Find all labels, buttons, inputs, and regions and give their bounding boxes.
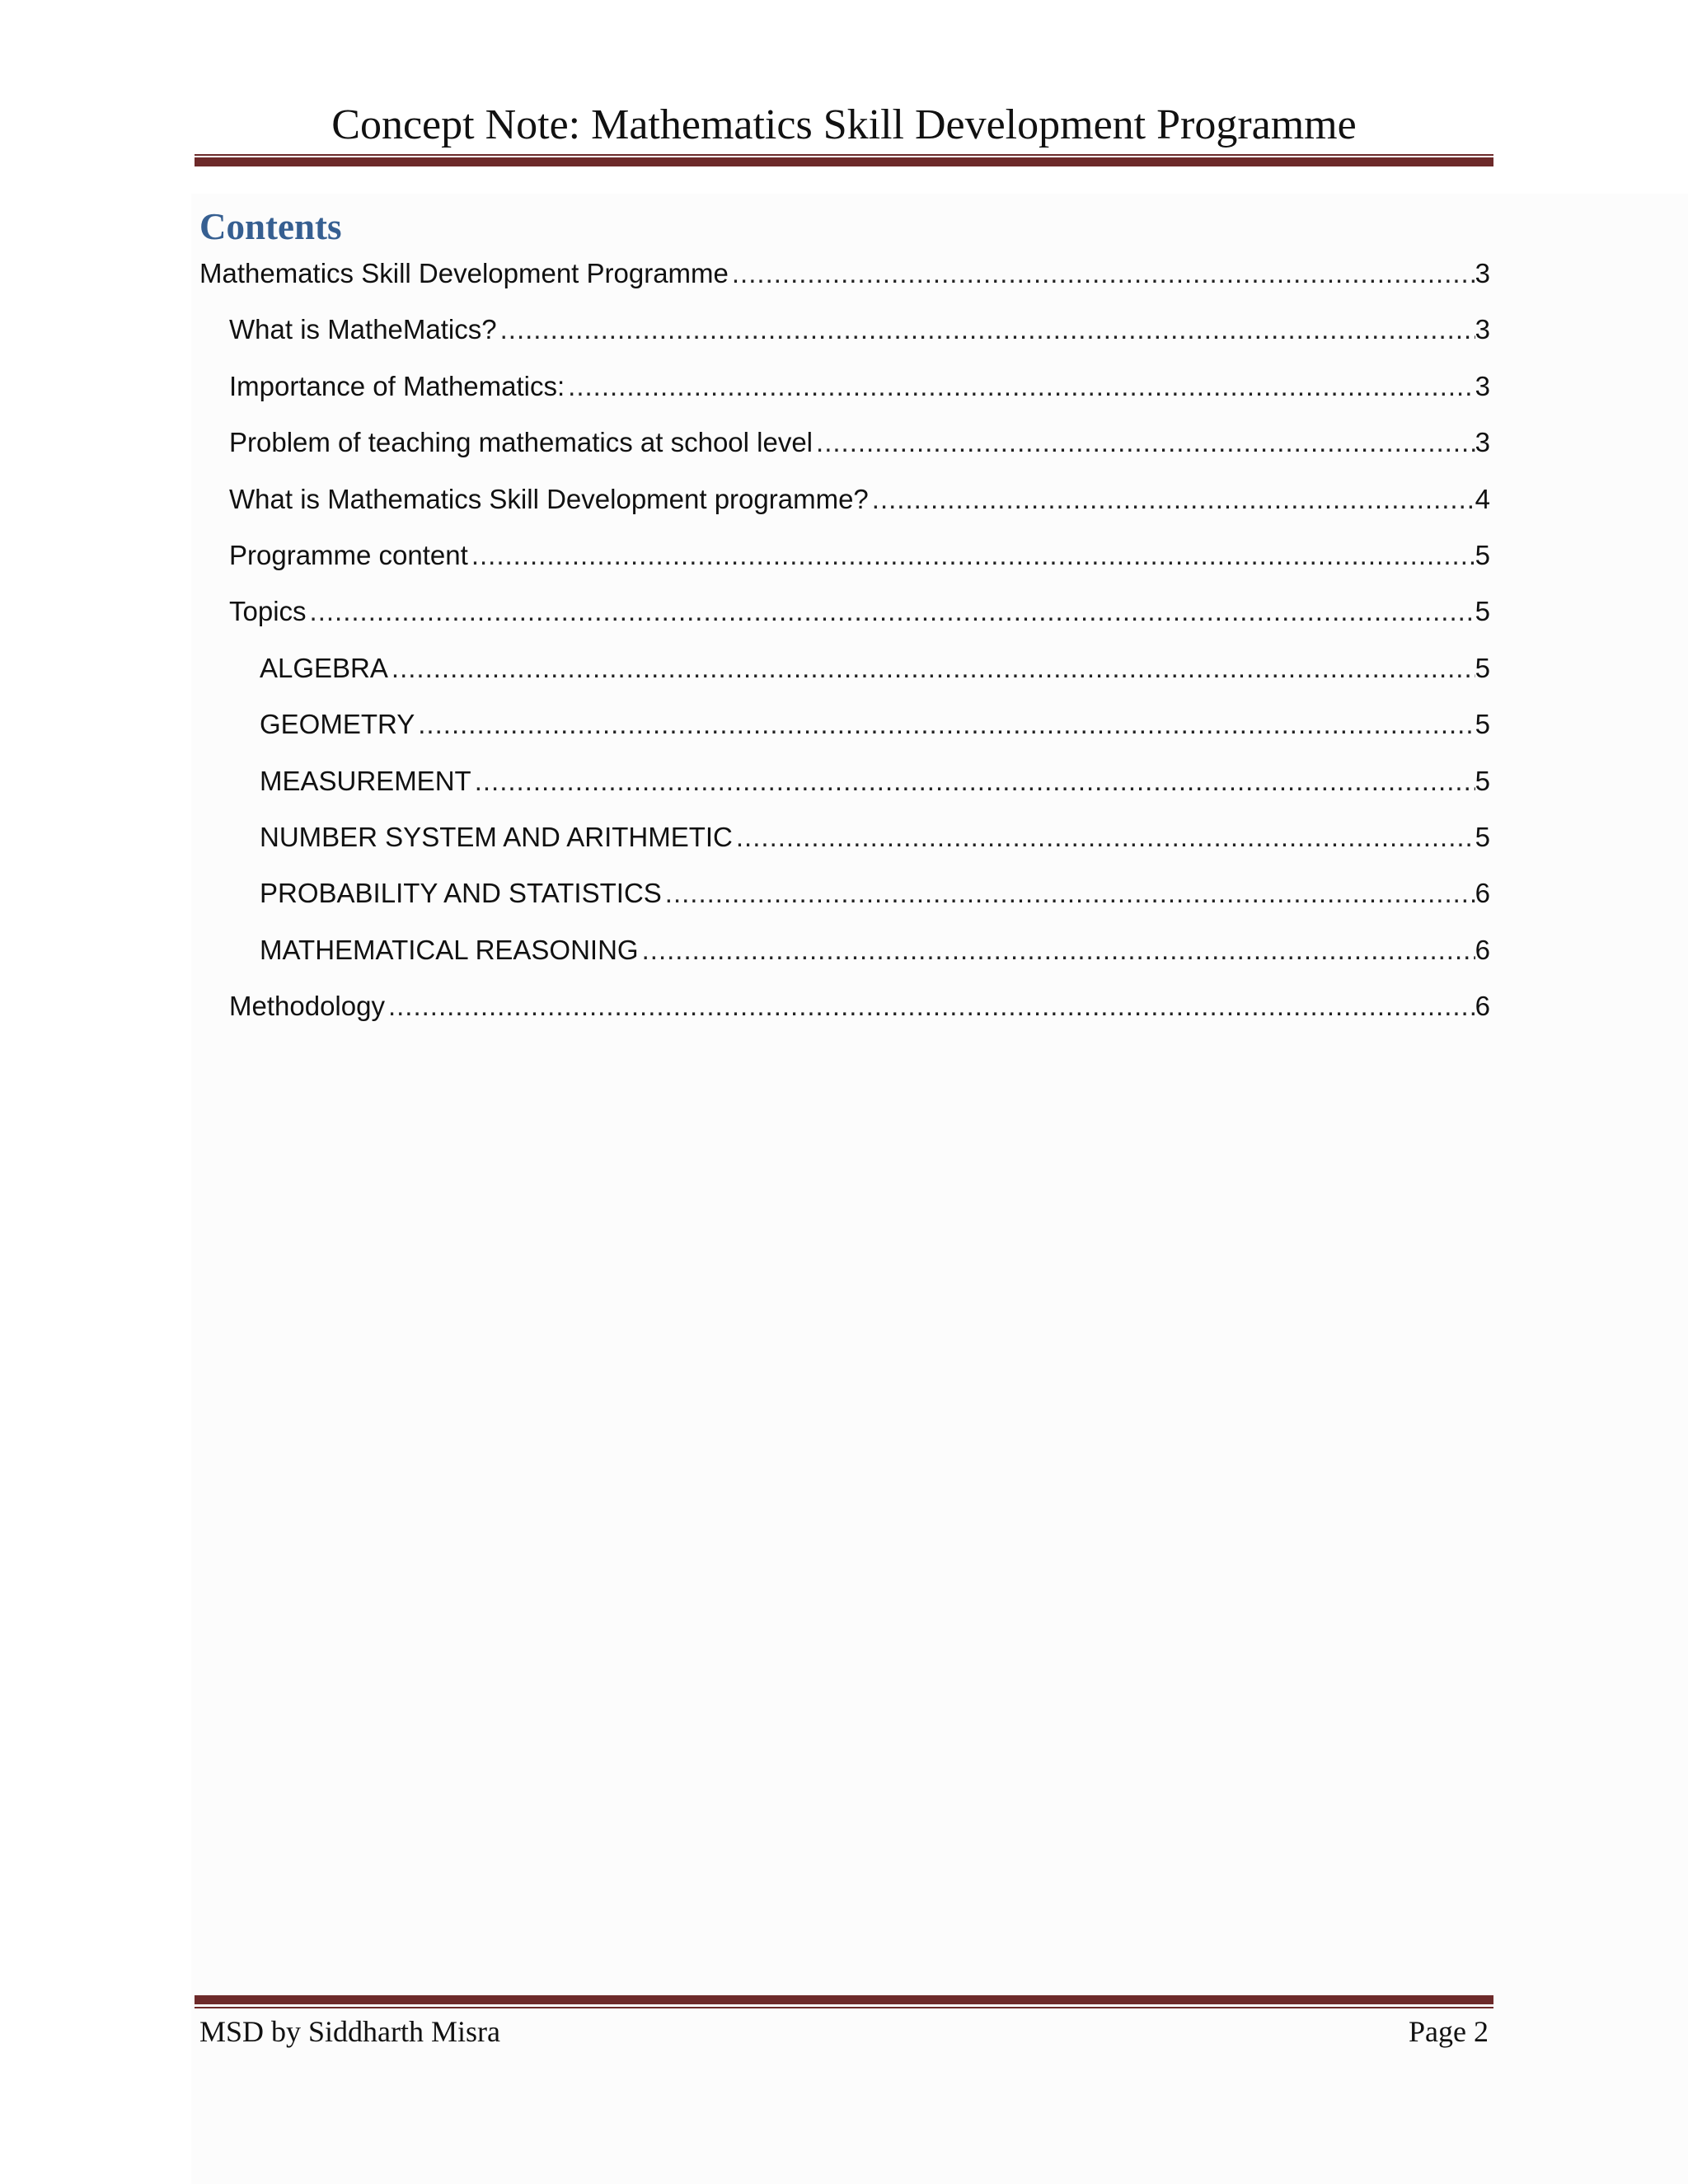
toc-entry-title: Importance of Mathematics:	[229, 370, 565, 401]
toc-entry-title: What is MatheMatics?	[229, 314, 497, 345]
toc-dot-leader	[813, 423, 1475, 462]
toc-dot-leader	[565, 367, 1475, 406]
toc-entry-page-number: 5	[1475, 652, 1490, 683]
toc-entry-title: MEASUREMENT	[260, 765, 471, 796]
toc-entry-title: NUMBER SYSTEM AND ARITHMETIC	[260, 821, 733, 852]
toc-dot-leader	[415, 705, 1475, 744]
toc-entry-title: Topics	[229, 596, 307, 627]
toc-dot-leader	[729, 254, 1475, 293]
toc-entry[interactable]	[199, 367, 1490, 423]
footer-page-number: Page 2	[1409, 2015, 1489, 2048]
footer-rule-thin	[195, 2007, 1493, 2008]
contents-heading: Contents	[199, 206, 342, 247]
toc-entry[interactable]	[199, 536, 1490, 592]
toc-entry-page-number: 6	[1475, 934, 1490, 965]
toc-dot-leader	[471, 762, 1475, 801]
page-header-title: Concept Note: Mathematics Skill Development Programme	[331, 101, 1357, 148]
toc-entry-page-number: 4	[1475, 483, 1490, 514]
toc-entry-title: What is Mathematics Skill Development programme?	[229, 483, 869, 514]
toc-entry-page-number: 5	[1475, 821, 1490, 852]
toc-entry[interactable]	[199, 818, 1490, 874]
toc-entry-title: Methodology	[229, 991, 385, 1022]
toc-dot-leader	[307, 592, 1475, 631]
toc-entry-page-number: 3	[1475, 370, 1490, 401]
toc-dot-leader	[869, 480, 1475, 519]
toc-dot-leader	[385, 987, 1475, 1026]
toc-entry[interactable]	[199, 254, 1490, 310]
toc-entry-page-number: 6	[1475, 991, 1490, 1022]
toc-entry-page-number: 5	[1475, 596, 1490, 627]
toc-entry-page-number: 3	[1475, 258, 1490, 288]
toc-entry-title: Mathematics Skill Development Programme	[199, 258, 729, 288]
toc-entry[interactable]	[199, 649, 1490, 705]
toc-dot-leader	[468, 536, 1475, 575]
toc-entry-title: Programme content	[229, 539, 468, 570]
toc-entry-title: ALGEBRA	[260, 652, 388, 683]
toc-entry[interactable]	[199, 480, 1490, 536]
toc-entry[interactable]	[199, 310, 1490, 366]
toc-entry-title: MATHEMATICAL REASONING	[260, 934, 639, 965]
toc-entry[interactable]	[199, 705, 1490, 761]
toc-entry-title: Problem of teaching mathematics at school level	[229, 427, 814, 458]
table-of-contents	[199, 254, 1490, 1043]
toc-entry-page-number: 5	[1475, 539, 1490, 570]
toc-entry[interactable]	[199, 930, 1490, 987]
toc-dot-leader	[662, 874, 1475, 913]
toc-entry-page-number: 3	[1475, 314, 1490, 345]
toc-dot-leader	[497, 310, 1475, 349]
toc-entry-page-number: 3	[1475, 427, 1490, 458]
footer-rule-thick	[195, 1995, 1493, 2004]
toc-dot-leader	[733, 818, 1475, 857]
header-rule-thick	[195, 157, 1493, 166]
toc-dot-leader	[388, 649, 1475, 688]
header-rule-thin	[195, 154, 1493, 156]
toc-dot-leader	[639, 930, 1475, 970]
toc-entry[interactable]	[199, 987, 1490, 1043]
toc-entry[interactable]	[199, 592, 1490, 648]
toc-entry-page-number: 6	[1475, 878, 1490, 909]
footer-author: MSD by Siddharth Misra	[199, 2015, 501, 2048]
toc-entry-title: PROBABILITY AND STATISTICS	[260, 878, 662, 909]
toc-entry[interactable]	[199, 874, 1490, 930]
toc-entry[interactable]	[199, 423, 1490, 479]
toc-entry-page-number: 5	[1475, 765, 1490, 796]
toc-entry-title: GEOMETRY	[260, 709, 415, 740]
toc-entry[interactable]	[199, 762, 1490, 818]
toc-entry-page-number: 5	[1475, 709, 1490, 740]
